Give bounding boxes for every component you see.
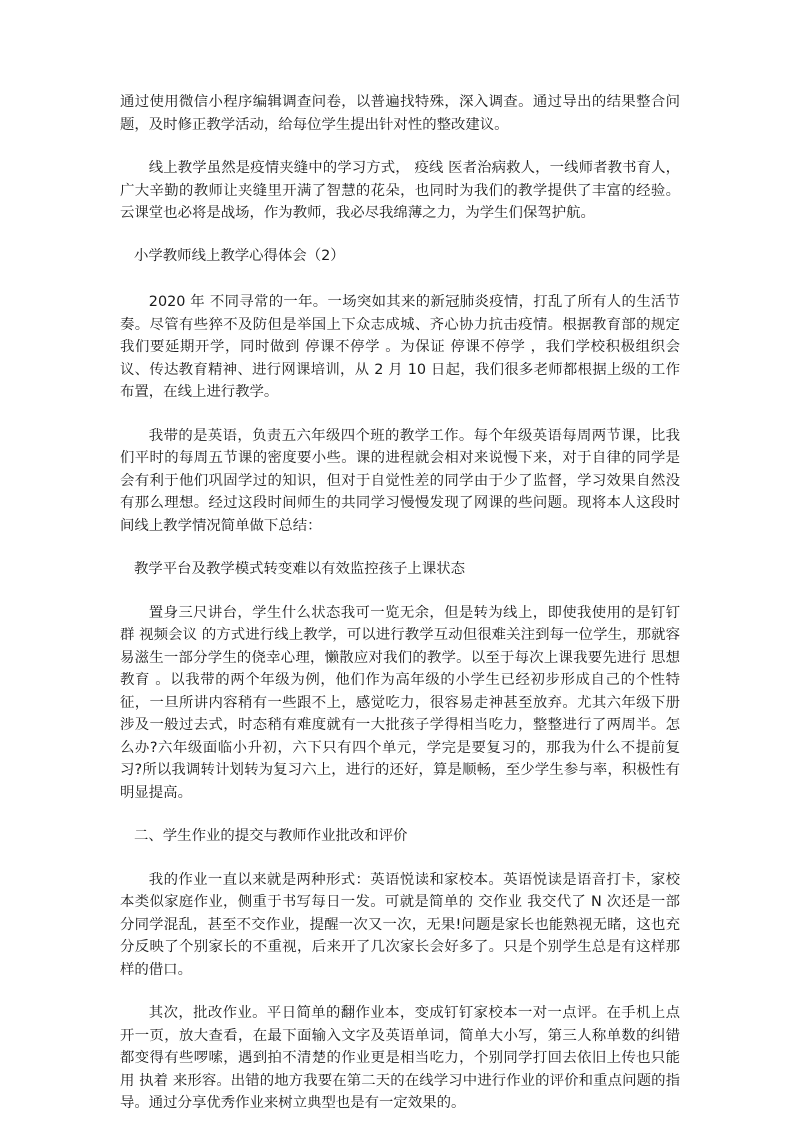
paragraph-intro-continuation: 通过使用微信小程序编辑调查问卷，以普遍找特殊，深入调查。通过导出的结果整合问题，及时修正教学活动，给每位学生提出针对性的整改建议。 xyxy=(120,94,680,133)
document-page xyxy=(120,91,680,1115)
paragraph-classroom-monitoring: 置身三尺讲台，学生什么状态我可一览无余，但是转为线上，即使我使用的是钉钉群 视频会议 的方式进行线上教学，可以进行教学互动但很难关注到每一位学生，那就容易滋生一部分学生的侥幸心理，懒散应对我们的教学。以至于每次上课我要先进行 思想教育 。以我带的两个年级为例，他们作为高年级的小学生已经初步形成自己的个性特征，一旦所讲内容稍有一些跟不上，感觉吃力，很容易走神甚至放弃。尤其六年级下册涉及一般过去式，时态稍有难度就有一大批孩子学得相当吃力，整整进行了两周半。怎么办?六年级面临小升初，六下只有四个单元，学完是要复习的，那我为什么不提前复习?所以我调转计划转为复习六上，进行的还好，算是顺畅，至少学生参与率，积极性有明显提高。 xyxy=(120,604,680,801)
section-heading-homework: 二、学生作业的提交与教师作业批改和评价 xyxy=(134,828,408,844)
section-heading-platform-change: 教学平台及教学模式转变难以有效监控孩子上课状态 xyxy=(134,561,465,577)
paragraph-english-classes: 我带的是英语，负责五六年级四个班的教学工作。每个年级英语每周两节课，比我们平时的每周五节课的密度要小些。课的进程就会相对来说慢下来，对于自律的同学是会有利于他们巩固学过的知识，但对于自觉性差的同学由于少了监督，学习效果自然没有那么理想。经过这段时间师生的共同学习慢慢发现了网课的些问题。现将本人这段时间线上教学情况简单做下总结： xyxy=(120,427,680,534)
paragraph-2020-background: 2020 年 不同寻常的一年。一场突如其来的新冠肺炎疫情，打乱了所有人的生活节奏。尽管有些猝不及防但是举国上下众志成城、齐心协力抗击疫情。根据教育部的规定我们要延期开学，同时做到 停课不停学 。为保证 停课不停学 ，我们学校积极组织会议、传达教育精神、进行网课培训，从 2 月 10 日起，我们很多老师都根据上级的工作布置，在线上进行教学。 xyxy=(120,294,680,400)
section-title-reflection-2: 小学教师线上教学心得体会（2） xyxy=(134,247,345,264)
paragraph-homework-grading: 其次，批改作业。平日简单的翻作业本，变成钉钉家校本一对一点评。在手机上点开一页，放大查看，在最下面输入文字及英语单词，简单大小写，第三人称单数的纠错都变得有些啰嗦，遇到拍不清楚的作业更是相当吃力，个别同学打回去依旧上传也只能用 执着 来形容。出错的地方我要在第二天的在线学习中进行作业的评价和重点问题的指导。通过分享优秀作业来树立典型也是有一定效果的。 xyxy=(120,1005,680,1111)
paragraph-online-teaching-summary: 线上教学虽然是疫情夹缝中的学习方式， 疫线 医者治病救人，一线师者教书育人，广大辛勤的教师让夹缝里开满了智慧的花朵，也同时为我们的教学提供了丰富的经验。云课堂也必将是战场，作为教师，我必尽我绵薄之力，为学生们保驾护航。 xyxy=(120,160,680,221)
paragraph-homework-forms: 我的作业一直以来就是两种形式：英语悦读和家校本。英语悦读是语音打卡，家校本类似家庭作业，侧重于书写每日一发。可就是简单的 交作业 我交代了 N 次还是一部分同学混乱，甚至不交作业，提醒一次又一次，无果!问题是家长也能熟视无睹，这也充分反映了个别家长的不重视，后来开了几次家长会好多了。只是个别学生总是有这样那样的借口。 xyxy=(120,871,680,978)
